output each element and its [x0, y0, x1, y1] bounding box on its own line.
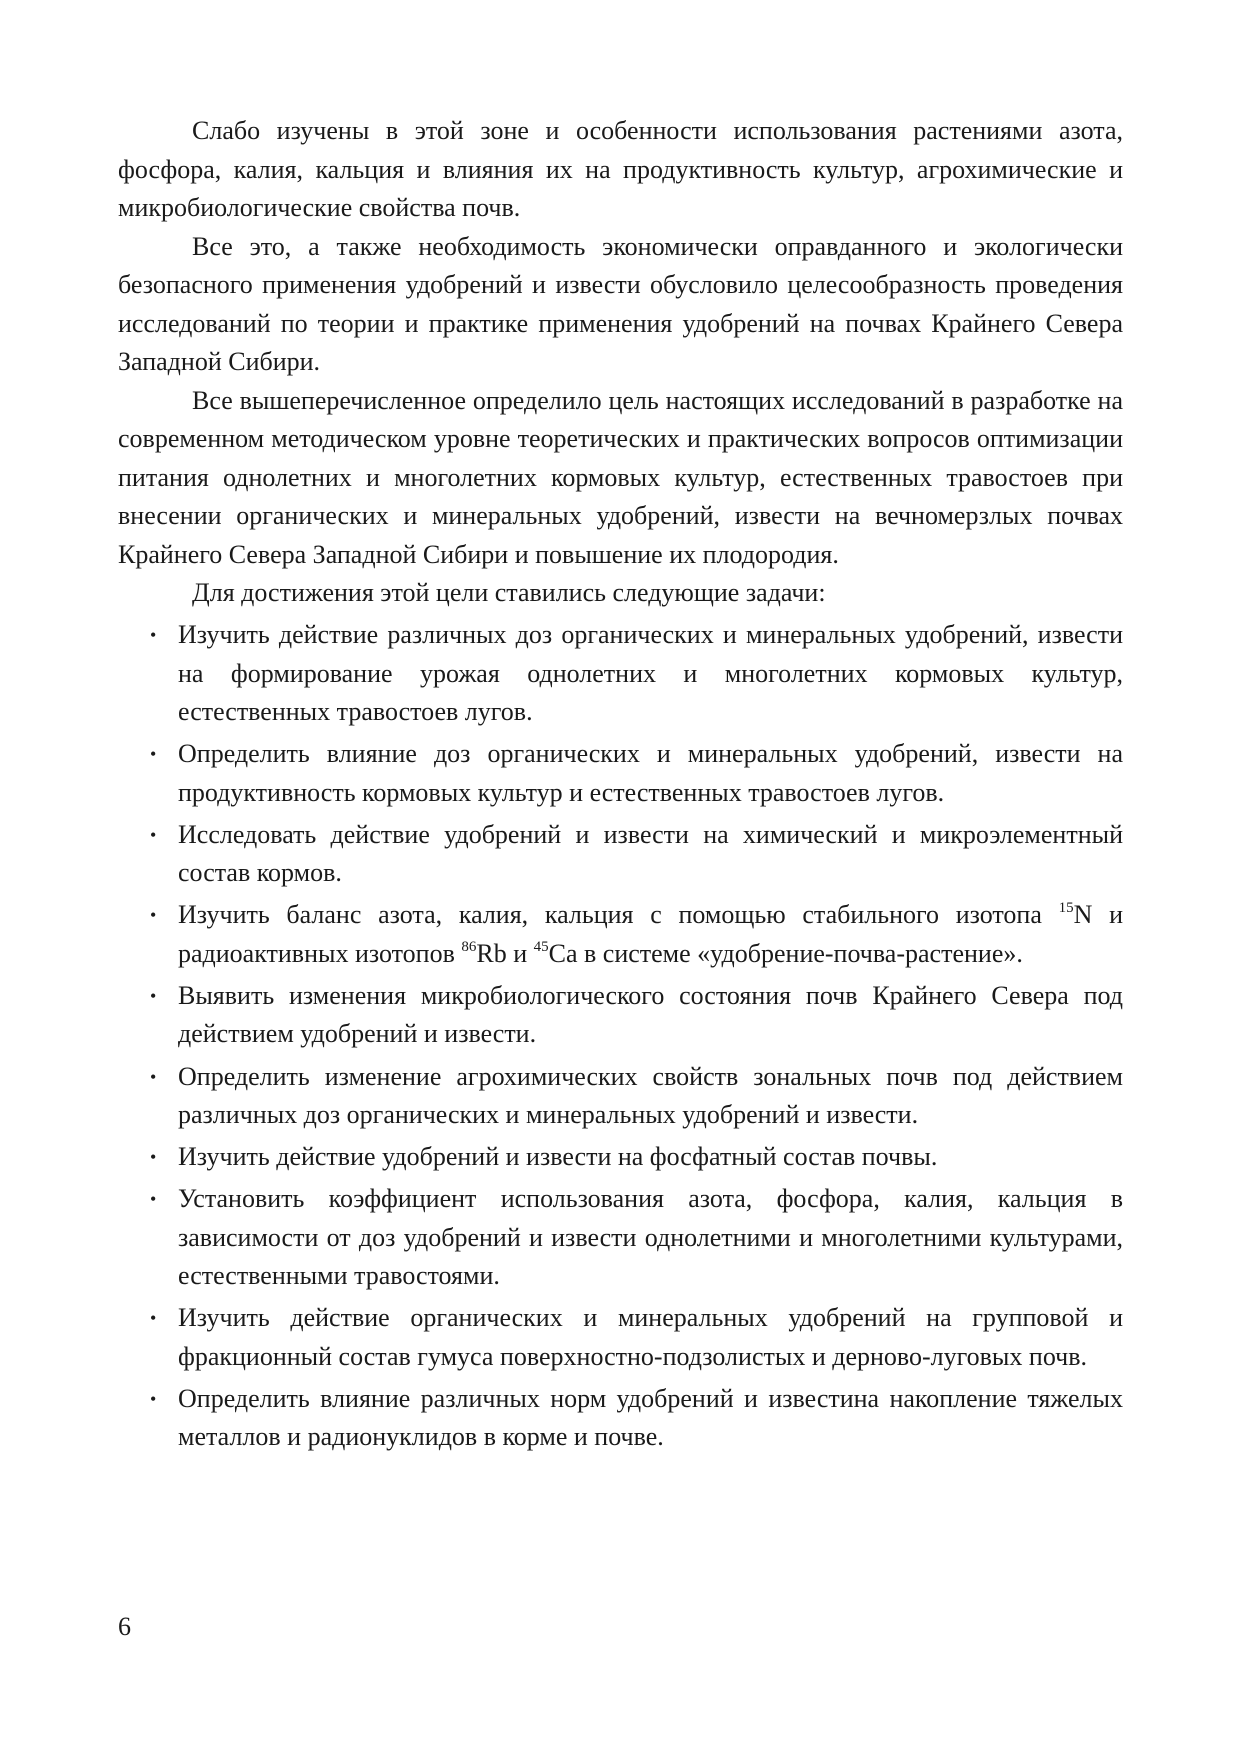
list-item [118, 1180, 1123, 1296]
page-body [118, 112, 1123, 1457]
paragraph: Все это, а также необходимость экономически оправданного и экологически безопасного применения удобрений и извести обусловило целесообразность проведения исследований по теории и практике применения удобрений на почвах Крайнего Севера Западной Сибири. [118, 231, 1123, 376]
isotope-mass-number: 45 [533, 938, 549, 955]
task-text-part: Ca в системе «удобрение-почва-растение». [548, 938, 1023, 968]
bullet-icon: • [150, 824, 157, 845]
task-text: Изучить действие удобрений и извести на фосфатный состав почвы. [178, 1142, 938, 1172]
task-list [118, 616, 1123, 1457]
page-number: 6 [118, 1612, 131, 1641]
bullet-icon: • [150, 985, 157, 1006]
bullet-icon: • [150, 1147, 157, 1168]
bullet-icon: • [150, 1189, 157, 1210]
list-item [118, 1299, 1123, 1376]
bullet-icon: • [150, 1066, 157, 1087]
task-text: Выявить изменения микробиологического состояния почв Крайнего Севера под действием удобрений и извести. [178, 980, 1123, 1049]
list-item [118, 735, 1123, 812]
task-text: Определить изменение агрохимических свойств зональных почв под действием различных доз органических и минеральных удобрений и извести. [178, 1061, 1123, 1130]
list-item [118, 1058, 1123, 1135]
bullet-icon: • [150, 905, 157, 926]
paragraph: Все вышеперечисленное определило цель настоящих исследований в разработке на современном методическом уровне теоретических и практических вопросов оптимизации питания однолетних и многолетних кормовых культур, естественных травостоев при внесении органических и минеральных удобрений, извести на вечномерзлых почвах Крайнего Севера Западной Сибири и повышение их плодородия. [118, 385, 1123, 569]
task-text: Изучить действие различных доз органических и минеральных удобрений, извести на формирование урожая однолетних и многолетних кормовых культур, естественных травостоев лугов. [178, 620, 1123, 727]
task-text-part: Изучить баланс азота, калия, кальция с помощью стабильного изотопа [178, 900, 1059, 930]
list-item [118, 616, 1123, 732]
task-text: Определить влияние доз органических и минеральных удобрений, извести на продуктивность кормовых культур и естественных травостоев лугов. [178, 739, 1123, 807]
bullet-icon: • [150, 1308, 157, 1329]
task-text: Установить коэффициент использования азота, фосфора, калия, кальция в зависимости от доз удобрений и извести однолетними и многолетними культурами, естественными травостоями. [178, 1184, 1123, 1291]
list-item [118, 1380, 1123, 1457]
task-text: Изучить действие органических и минеральных удобрений на групповой и фракционный состав гумуса поверхностно-подзолистых и дерново-луговых почв. [178, 1303, 1123, 1371]
task-text [178, 900, 1123, 968]
list-item [118, 896, 1123, 973]
task-text-part: Rb и [476, 938, 534, 968]
task-text-part: N и радиоактивных изотопов [178, 900, 1123, 968]
isotope-mass-number: 15 [1058, 900, 1074, 917]
isotope-mass-number: 86 [461, 938, 477, 955]
bullet-icon: • [150, 1388, 157, 1409]
paragraph: Слабо изучены в этой зоне и особенности использования растениями азота, фосфора, калия, кальция и влияния их на продуктивность культур, агрохимические и микробиологические свойства почв. [118, 116, 1123, 222]
task-text: Определить влияние различных норм удобрений и известина накопление тяжелых металлов и радионуклидов в корме и почве. [178, 1383, 1123, 1452]
tasks-intro: Для достижения этой цели ставились следующие задачи: [192, 578, 826, 607]
list-item [118, 816, 1123, 893]
list-item [118, 977, 1123, 1054]
bullet-icon: • [150, 744, 157, 765]
list-item [118, 1138, 1123, 1177]
task-text: Исследовать действие удобрений и извести на химический и микроэлементный состав кормов. [178, 819, 1123, 888]
bullet-icon: • [150, 625, 157, 646]
